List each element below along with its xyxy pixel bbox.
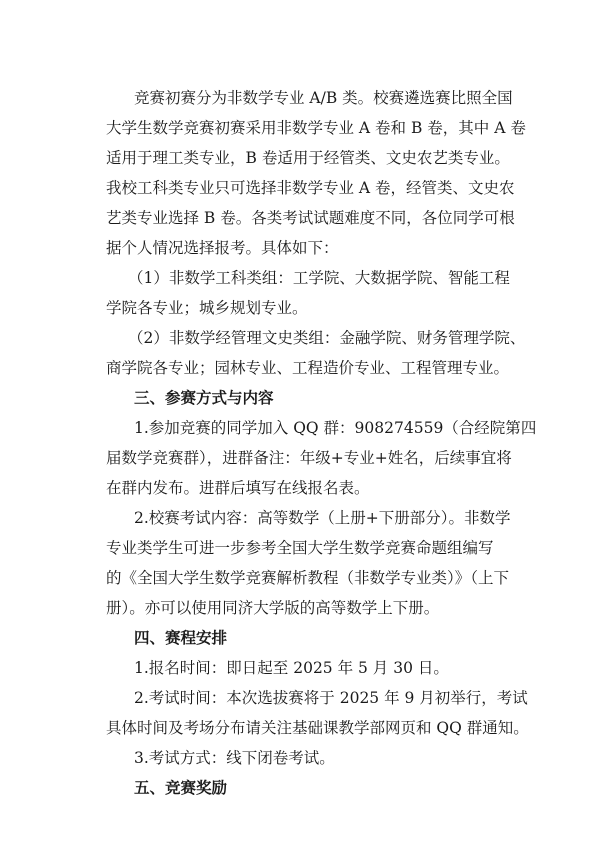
paragraph-line: 据个人情况选择报考。具体如下：	[106, 239, 339, 257]
paragraph-line: 我校工科类专业只可选择非数学专业 A 卷，经管类、文史农	[106, 179, 515, 197]
group-2-line: 商学院各专业；园林专业、工程造价专业、工程管理专业。	[106, 359, 510, 377]
section-3-item-1-line: 届数学竞赛群），进群备注：年级+专业+姓名，后续事宜将	[106, 449, 512, 467]
section-4-title: 四、赛程安排	[134, 629, 228, 647]
section-4-item-1: 1.报名时间：即日起至 2025 年 5 月 30 日。	[134, 659, 449, 677]
group-1-line: （1）非数学工科类组：工学院、大数据学院、智能工程	[128, 269, 510, 287]
paragraph-line: 适用于理工类专业，B 卷适用于经管类、文史农艺类专业。	[106, 149, 510, 167]
section-3-item-1-line: 1.参加竞赛的同学加入 QQ 群：908274559（合经院第四	[134, 419, 537, 437]
paragraph-line: 竞赛初赛分为非数学专业 A/B 类。校赛遴选赛比照全国	[134, 89, 513, 107]
section-3-item-2-line: 的《全国大学生数学竞赛解析教程（非数学专业类）》（上下	[106, 569, 510, 587]
group-1-line: 学院各专业；城乡规划专业。	[106, 299, 308, 317]
section-4-item-2-line: 具体时间及考场分布请关注基础课教学部网页和 QQ 群通知。	[106, 719, 529, 737]
paragraph-line: 艺类专业选择 B 卷。各类考试试题难度不同，各位同学可根	[106, 209, 515, 227]
section-5-title: 五、竞赛奖励	[134, 779, 228, 797]
paragraph-line: 大学生数学竞赛初赛采用非数学专业 A 卷和 B 卷，其中 A 卷	[106, 119, 526, 137]
section-4-item-3: 3.考试方式：线下闭卷考试。	[134, 749, 335, 767]
group-2-line: （2）非数学经管理文史类组：金融学院、财务管理学院、	[128, 329, 526, 347]
section-3-item-1-line: 在群内发布。进群后填写在线报名表。	[106, 479, 370, 497]
section-4-item-2-line: 2.考试时间：本次选拔赛将于 2025 年 9 月初举行，考试	[134, 689, 528, 707]
section-3-item-2-line: 2.校赛考试内容：高等数学（上册+下册部分）。非数学	[134, 509, 511, 527]
section-3-item-2-line: 册）。亦可以使用同济大学版的高等数学上下册。	[106, 599, 440, 617]
section-3-item-2-line: 专业类学生可进一步参考全国大学生数学竞赛命题组编写	[106, 539, 494, 557]
section-3-title: 三、参赛方式与内容	[134, 389, 274, 407]
